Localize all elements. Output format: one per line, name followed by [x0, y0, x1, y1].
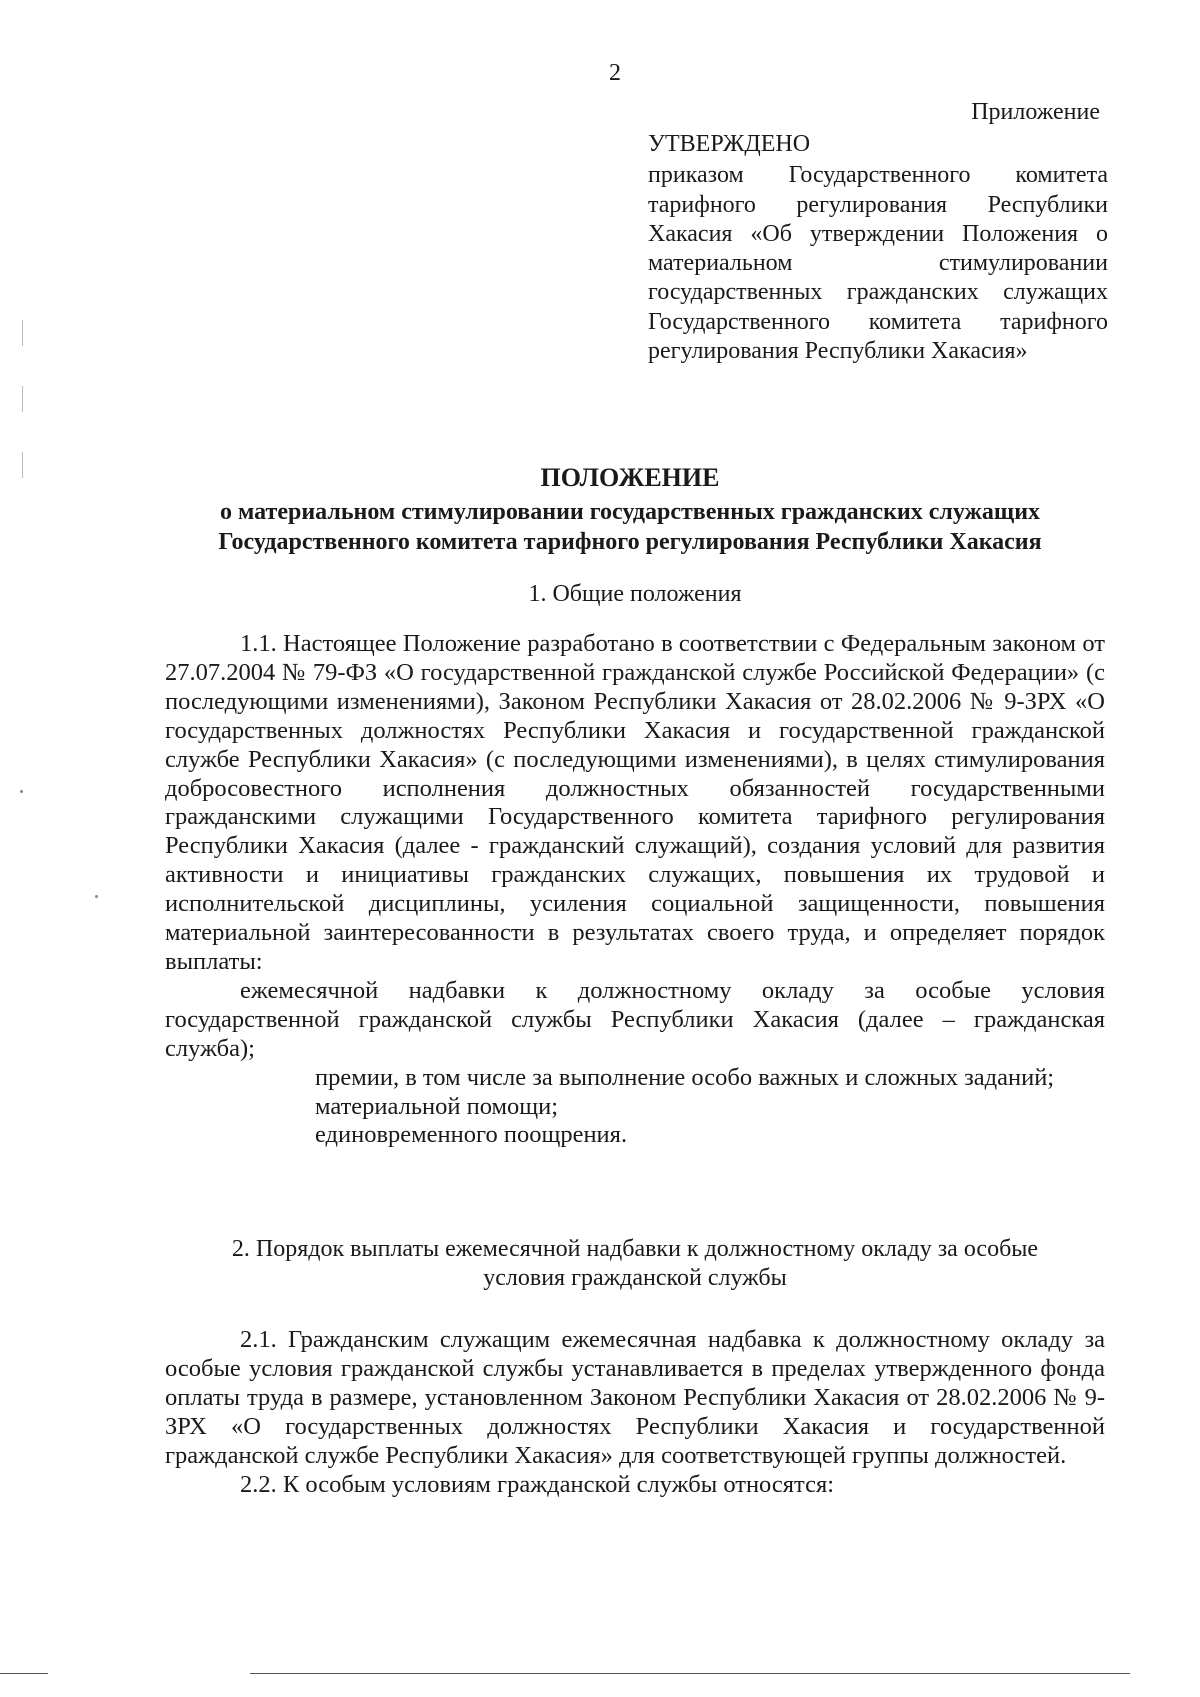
- scan-artifact-speck: [20, 790, 23, 793]
- document-title-block: [150, 462, 1110, 557]
- section1-heading: 1. Общие положения: [528, 581, 742, 607]
- document-title: ПОЛОЖЕНИЕ: [540, 463, 720, 492]
- appendix-label: Приложение: [971, 99, 1100, 125]
- page-number: 2: [609, 60, 621, 86]
- list-item: премии, в том числе за выполнение особо важных и сложных заданий;: [315, 1063, 1055, 1091]
- section2-heading: [170, 1235, 1100, 1293]
- document-subtitle-line2: Государственного комитета тарифного регулирования Республики Хакасия: [218, 528, 1042, 555]
- approval-description: приказом Государственного комитета тарифного регулирования Республики Хакасия «Об утверждении Положения о материальном стимулировании государственных гражданских служащих Государственного комитета тарифного регулирования Республики Хакасия»: [648, 162, 1108, 364]
- scan-artifact-line: [250, 1673, 1130, 1674]
- list-item: единовременного поощрения.: [315, 1121, 628, 1149]
- section2-heading-line1: 2. Порядок выплаты ежемесячной надбавки к должностному окладу за особые: [231, 1236, 1039, 1262]
- section2-body: [165, 1326, 1105, 1499]
- approved-stamp-text: УТВЕРЖДЕНО: [648, 131, 811, 157]
- paragraph-2-1: 2.1. Гражданским служащим ежемесячная надбавка к должностному окладу за особые условия гражданской службы устанавливается в пределах утвержденного фонда оплаты труда в размере, установленном Законом Республики Хакасия от 28.02.2006 № 9-ЗРХ «О государственных должностях Республики Хакасия и государственной гражданской службе Республики Хакасия» для соответствующей группы должностей.: [165, 1326, 1105, 1469]
- list-item: материальной помощи;: [315, 1092, 559, 1120]
- paragraph-1-1: 1.1. Настоящее Положение разработано в соответствии с Федеральным законом от 27.07.2004 № 79-ФЗ «О государственной гражданской службе Российской Федерации» (с последующими изменениями), Законом Республики Хакасия от 28.02.2006 № 9-ЗРХ «О государственных должностях Республики Хакасия и государственной гражданской службе Республики Хакасия» (с последующими изменениями), в целях стимулирования добросовестного исполнения должностных обязанностей государственными гражданскими служащими Государственного комитета тарифного регулирования Республики Хакасия (далее - гражданский служащий), создания условий для развития активности и инициативы гражданских служащих, повышения их трудовой и исполнительской дисциплины, усиления социальной защищенности, повышения материальной заинтересованности в результатах своего труда, и определяет порядок выплаты:: [165, 630, 1105, 975]
- list-item: ежемесячной надбавки к должностному окладу за особые условия государственной гражданской службы Республики Хакасия (далее – гражданская служба);: [165, 976, 1105, 1062]
- scan-artifact-speck: [95, 895, 98, 898]
- scan-margin-marks: [22, 320, 24, 500]
- section1-body: [165, 630, 1105, 1150]
- paragraph-2-2: 2.2. К особым условиям гражданской службы относятся:: [240, 1470, 835, 1498]
- scan-artifact-line: [0, 1673, 48, 1674]
- document-subtitle-line1: о материальном стимулировании государственных гражданских служащих: [219, 498, 1041, 525]
- section2-heading-line2: условия гражданской службы: [483, 1264, 787, 1291]
- approval-block: [648, 130, 1108, 366]
